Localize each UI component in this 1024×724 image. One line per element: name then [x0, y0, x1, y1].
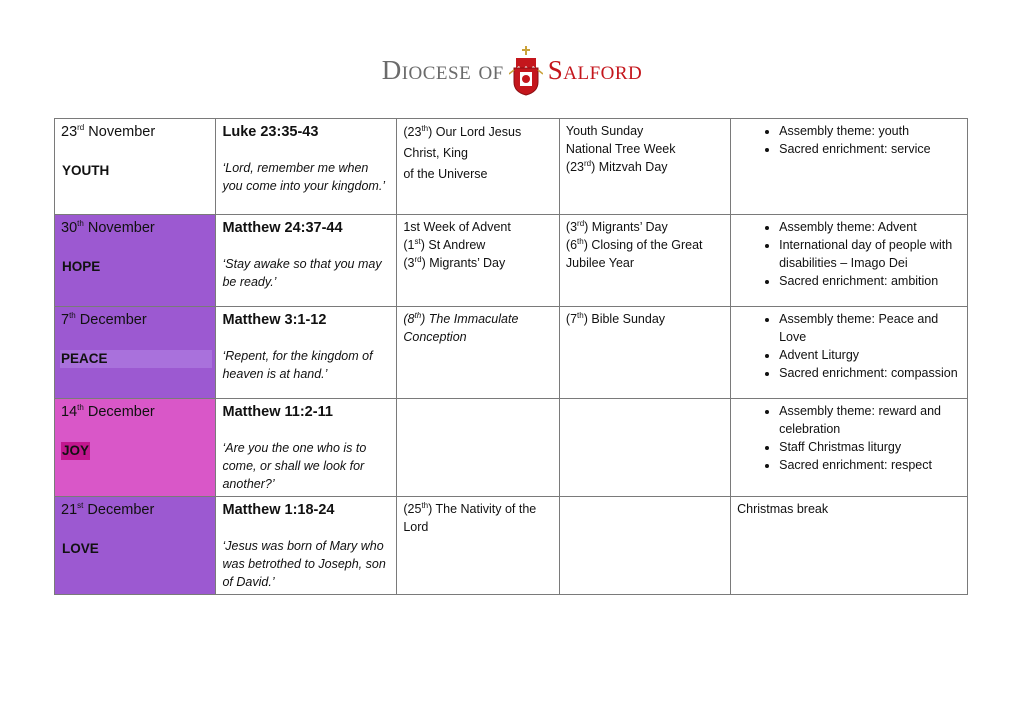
feast-item: (8th) The Immaculate Conception: [403, 310, 519, 344]
events-cell: [559, 497, 730, 595]
reading-cell: [216, 215, 397, 307]
week-theme: HOPE: [62, 259, 101, 274]
week-cell: [55, 215, 216, 307]
note-item: • Assembly theme: reward and celebration: [779, 402, 961, 438]
note-item: • Sacred enrichment: service: [779, 140, 961, 158]
gospel-quote: ‘Repent, for the kingdom of heaven is at hand.’: [222, 349, 373, 381]
note-item: • Assembly theme: Advent: [779, 218, 961, 236]
gospel-quote: ‘Are you the one who is to come, or shall we look for another?’: [222, 441, 367, 491]
table-row: [55, 215, 968, 307]
feasts-cell: [397, 307, 560, 399]
note-item: • International day of people with disabilities – Imago Dei: [779, 236, 961, 272]
week-theme: JOY: [62, 443, 90, 458]
feasts-cell: [397, 497, 560, 595]
gospel-reference: Matthew 11:2-11: [222, 404, 333, 420]
gospel-reference: Matthew 1:18-24: [222, 502, 335, 518]
feast-item: of the Universe: [403, 167, 488, 181]
reading-cell: [216, 399, 397, 497]
week-cell: [55, 307, 216, 399]
week-date: 7th December: [61, 311, 147, 328]
notes-cell: [731, 119, 968, 215]
gospel-quote: ‘Jesus was born of Mary who was betrothed to Joseph, son of David.’: [222, 539, 386, 589]
feast-item: 1st Week of Advent: [403, 220, 511, 234]
week-cell: [55, 119, 216, 215]
feast-item: (23th) Our Lord Jesus Christ, King: [403, 123, 522, 160]
week-cell: [55, 497, 216, 595]
crest-icon: [509, 44, 543, 96]
notes-cell: [731, 497, 968, 595]
feasts-cell: [397, 215, 560, 307]
event-item: Youth Sunday: [565, 124, 644, 138]
logo-text-salford: Salford: [547, 54, 643, 85]
page-header: [0, 42, 1024, 98]
event-item: (7th) Bible Sunday: [565, 310, 666, 326]
gospel-reference: Matthew 24:37-44: [222, 220, 343, 236]
note-item: • Sacred enrichment: ambition: [779, 272, 961, 290]
notes-cell: [731, 215, 968, 307]
events-cell: [559, 399, 730, 497]
table-row: [55, 307, 968, 399]
event-item: (6th) Closing of the Great Jubilee Year: [565, 236, 703, 270]
week-theme: PEACE: [60, 350, 212, 368]
gospel-quote: ‘Stay awake so that you may be ready.’: [222, 257, 382, 289]
note-item: • Advent Liturgy: [779, 346, 961, 364]
week-date: 23rd November: [61, 123, 156, 140]
note-item: • Assembly theme: youth: [779, 122, 961, 140]
gospel-reference: Matthew 3:1-12: [222, 312, 327, 328]
reading-cell: [216, 307, 397, 399]
note-item: • Assembly theme: Peace and Love: [779, 310, 961, 346]
week-theme: YOUTH: [62, 163, 110, 178]
feasts-cell: [397, 399, 560, 497]
gospel-reference: Luke 23:35-43: [222, 124, 319, 140]
advent-calendar-table: [54, 118, 968, 595]
feast-item: (25th) The Nativity of the Lord: [403, 500, 537, 534]
note-item: • Sacred enrichment: respect: [779, 456, 961, 474]
note-item: Christmas break: [737, 502, 829, 516]
events-cell: [559, 307, 730, 399]
notes-cell: [731, 307, 968, 399]
feast-item: (1st) St Andrew: [403, 236, 486, 252]
event-item: (23rd) Mitzvah Day: [565, 158, 668, 174]
event-item: National Tree Week: [565, 142, 676, 156]
table-row: [55, 497, 968, 595]
notes-cell: [731, 399, 968, 497]
week-theme: LOVE: [62, 541, 99, 556]
table-row: [55, 399, 968, 497]
note-item: • Staff Christmas liturgy: [779, 438, 961, 456]
event-item: (3rd) Migrants’ Day: [565, 218, 668, 234]
reading-cell: [216, 119, 397, 215]
events-cell: [559, 119, 730, 215]
events-cell: [559, 215, 730, 307]
gospel-quote: ‘Lord, remember me when you come into your kingdom.’: [222, 161, 386, 193]
note-item: • Sacred enrichment: compassion: [779, 364, 961, 382]
diocese-logo: [382, 44, 643, 96]
reading-cell: [216, 497, 397, 595]
feast-item: (3rd) Migrants’ Day: [403, 254, 506, 270]
week-date: 14th December: [61, 403, 155, 420]
week-date: 30th November: [61, 219, 155, 236]
table-row: [55, 119, 968, 215]
logo-text-diocese: Diocese of: [381, 54, 504, 85]
week-cell: [55, 399, 216, 497]
week-date: 21st December: [61, 501, 155, 518]
feasts-cell: [397, 119, 560, 215]
